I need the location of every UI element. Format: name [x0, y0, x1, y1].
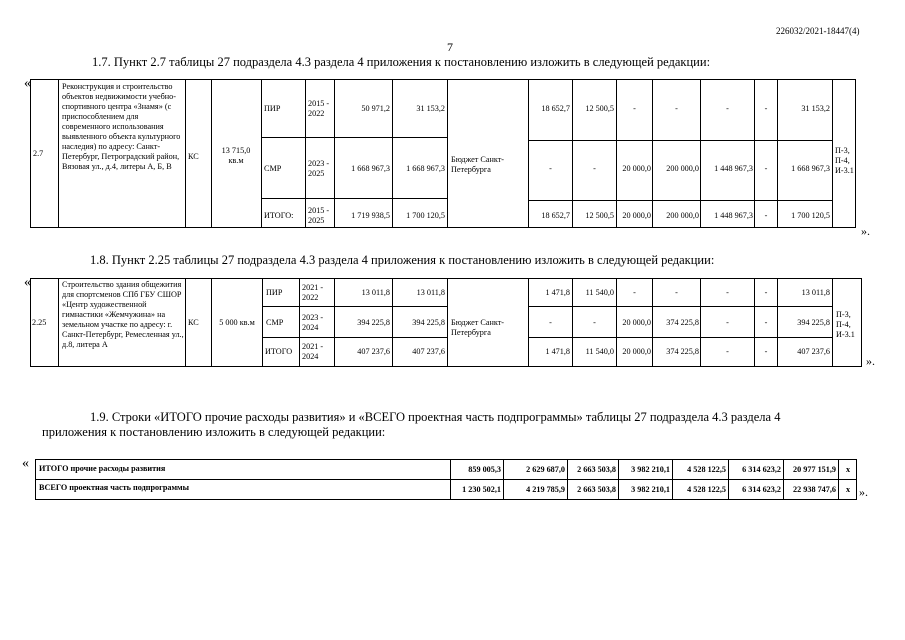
year-value: 1 448 967,3 — [714, 211, 753, 220]
year-value: - — [764, 288, 768, 297]
planned-cost: 1 700 120,5 — [406, 211, 445, 220]
year-value: 1 471,8 — [545, 288, 570, 297]
stage-label: СМР — [266, 318, 284, 327]
object-name: Реконструкция и строительство объектов недвижимости учебно-спортивного центра «Знамя» (с приспособлением для современного использования выявленного объекта культурного наследия) по адресу: Санкт-Петербург, Петроградский район, Вязовая ул., д.4, литеры А, Б, В — [62, 82, 181, 171]
stage-label: ИТОГО — [265, 347, 293, 356]
total-cost: 1 719 938,5 — [351, 211, 390, 220]
row-total: 13 011,8 — [801, 288, 830, 297]
page-number: 7 — [447, 40, 453, 54]
row-number: 2.25 — [32, 318, 47, 327]
year-value: - — [764, 164, 768, 173]
totals-value: 6 314 623,2 — [742, 465, 781, 474]
row-total: 407 237,6 — [797, 347, 830, 356]
year-value: 20 000,0 — [622, 164, 651, 173]
row-total: 394 225,8 — [797, 318, 830, 327]
year-value: - — [593, 164, 596, 173]
totals-row-label: ВСЕГО проектная часть подпрограммы — [39, 483, 190, 492]
totals-row-label: ИТОГО прочие расходы развития — [39, 464, 166, 473]
year-value: - — [764, 318, 768, 327]
planned-cost: 13 011,8 — [416, 288, 445, 297]
year-value: - — [633, 104, 636, 113]
totals-value: 6 314 623,2 — [742, 485, 781, 494]
year-value: 20 000,0 — [622, 211, 651, 220]
open-quote: « — [22, 456, 29, 471]
totals-mark: х — [845, 485, 851, 494]
close-quote: ». — [859, 485, 868, 499]
year-value: - — [593, 318, 596, 327]
total-cost: 394 225,8 — [357, 318, 390, 327]
section-1-8-heading: 1.8. Пункт 2.25 таблицы 27 подраздела 4.3 раздела 4 приложения к постановлению изложить в следующей редакции: — [90, 253, 715, 267]
year-value: - — [633, 288, 636, 297]
year-value: - — [726, 288, 729, 297]
year-value: 18 652,7 — [541, 211, 570, 220]
totals-value: 1 230 502,1 — [462, 485, 501, 494]
year-value: - — [726, 347, 729, 356]
object-capacity: 5 000 кв.м — [219, 318, 255, 327]
object-type: КС — [188, 318, 199, 327]
stage-period: 2023 - 2025 — [308, 159, 330, 178]
totals-mark: х — [845, 465, 851, 474]
totals-value: 3 982 210,1 — [631, 485, 670, 494]
total-cost: 13 011,8 — [361, 288, 390, 297]
stage-label: СМР — [264, 164, 282, 173]
stage-period: 2021 - 2024 — [302, 342, 324, 361]
row-total: 1 700 120,5 — [791, 211, 830, 220]
budget-source: Бюджет Санкт-Петербурга — [451, 155, 505, 174]
totals-value: 22 938 747,6 — [793, 485, 836, 494]
year-value: 12 500,5 — [585, 104, 614, 113]
totals-value: 4 528 122,5 — [687, 465, 726, 474]
year-value: - — [675, 288, 678, 297]
indicator-codes: П-3, П-4, И-3.1 — [835, 146, 854, 175]
stage-period: 2015 - 2022 — [308, 99, 330, 118]
stage-label: ПИР — [266, 288, 283, 297]
year-value: - — [726, 318, 729, 327]
year-value: 20 000,0 — [622, 347, 651, 356]
year-value: 374 225,8 — [666, 318, 699, 327]
year-value: - — [764, 104, 768, 113]
row-total: 1 668 967,3 — [791, 164, 830, 173]
year-value: - — [764, 211, 768, 220]
document-number: 226032/2021-18447(4) — [776, 26, 860, 36]
open-quote: « — [24, 76, 31, 91]
year-value: - — [549, 164, 552, 173]
stage-period: 2021 - 2022 — [302, 283, 324, 302]
object-name: Строительство здания общежития для спортсменов СПб ГБУ СШОР «Центр художественной гимнастики «Жемчужина» на земельном участке по адресу: г. Санкт-Петербург, Ремесленная ул., д.8, литера А — [62, 280, 184, 349]
totals-value: 4 219 785,9 — [526, 485, 565, 494]
year-value: 374 225,8 — [666, 347, 699, 356]
row-number: 2.7 — [33, 149, 44, 158]
year-value: - — [549, 318, 552, 327]
totals-value: 4 528 122,5 — [687, 485, 726, 494]
year-value: 18 652,7 — [541, 104, 570, 113]
year-value: 1 471,8 — [545, 347, 570, 356]
year-value: 200 000,0 — [666, 211, 699, 220]
section-1-7-heading: 1.7. Пункт 2.7 таблицы 27 подраздела 4.3 раздела 4 приложения к постановлению изложить в следующей редакции: — [92, 55, 711, 69]
totals-value: 20 977 151,9 — [793, 465, 836, 474]
planned-cost: 394 225,8 — [412, 318, 445, 327]
indicator-codes: П-3, П-4, И-3.1 — [836, 310, 855, 339]
stage-period: 2015 - 2025 — [308, 206, 330, 225]
object-capacity: 13 715,0 кв.м — [221, 146, 251, 165]
total-cost: 1 668 967,3 — [351, 164, 390, 173]
year-value: 12 500,5 — [585, 211, 614, 220]
row-total: 31 153,2 — [801, 104, 830, 113]
totals-value: 2 663 503,8 — [577, 465, 616, 474]
stage-period: 2023 - 2024 — [302, 313, 324, 332]
totals-value: 3 982 210,1 — [631, 465, 670, 474]
total-cost: 50 971,2 — [361, 104, 390, 113]
close-quote: ». — [861, 224, 870, 238]
year-value: 200 000,0 — [666, 164, 699, 173]
section-1-9-heading: 1.9. Строки «ИТОГО прочие расходы развития» и «ВСЕГО проектная часть подпрограммы» таблицы 27 подраздела 4.3 раздела 4 — [90, 410, 781, 424]
planned-cost: 31 153,2 — [416, 104, 445, 113]
stage-label: ИТОГО: — [264, 211, 294, 220]
year-value: - — [675, 104, 678, 113]
year-value: - — [764, 347, 768, 356]
section-1-9-heading-cont: приложения к постановлению изложить в следующей редакции: — [42, 425, 386, 439]
budget-source: Бюджет Санкт-Петербурга — [451, 318, 505, 337]
year-value: 11 540,0 — [585, 347, 614, 356]
year-value: - — [726, 104, 729, 113]
year-value: 11 540,0 — [585, 288, 614, 297]
totals-value: 859 005,3 — [468, 465, 501, 474]
year-value: 20 000,0 — [622, 318, 651, 327]
object-type: КС — [188, 152, 199, 161]
planned-cost: 1 668 967,3 — [406, 164, 445, 173]
open-quote: « — [24, 275, 31, 290]
close-quote: ». — [866, 354, 875, 368]
planned-cost: 407 237,6 — [412, 347, 445, 356]
totals-value: 2 629 687,0 — [526, 465, 565, 474]
year-value: 1 448 967,3 — [714, 164, 753, 173]
total-cost: 407 237,6 — [357, 347, 390, 356]
totals-value: 2 663 503,8 — [577, 485, 616, 494]
stage-label: ПИР — [264, 104, 281, 113]
